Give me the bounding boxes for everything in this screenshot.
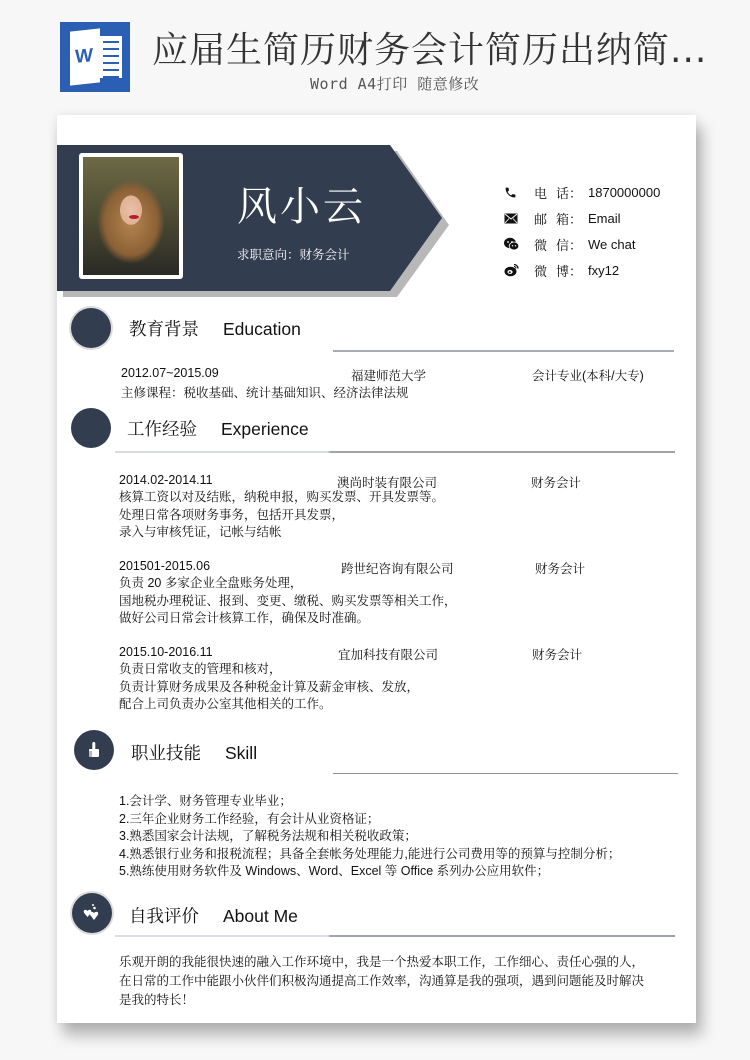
job-2-period: 201501-2015.06: [119, 559, 211, 573]
portrait-photo: [79, 153, 183, 279]
word-icon: W: [60, 22, 130, 92]
section-title: 工作经验 Experience: [127, 419, 309, 439]
divider: [333, 773, 678, 774]
skills-list: [119, 793, 620, 881]
education-major: 会计专业(本科/大专): [532, 369, 644, 383]
job-2-position: 财务会计: [535, 562, 586, 576]
divider: [115, 935, 675, 937]
section-title: 自我评价 About Me: [129, 906, 298, 926]
document-title: 应届生简历财务会计简历出纳简...: [152, 30, 708, 71]
experience-icon: [71, 408, 111, 448]
job-2-description: 负责 20 多家企业全盘账务处理， 国地税办理税证、报到、变更、缴税、购买发票等相关工作， 做好公司日常会计核算工作，确保及时准确。: [119, 576, 457, 625]
section-title: 职业技能 Skill: [131, 743, 258, 763]
skill-item: 1.会计学、财务管理专业毕业；: [119, 794, 292, 808]
contact-list: [504, 179, 694, 283]
job-1-company: 澳尚时装有限公司: [337, 476, 438, 490]
job-2-company: 跨世纪咨询有限公司: [341, 562, 454, 576]
skill-item: 4.熟悉银行业务和报税流程；具备全套帐务处理能力,能进行公司费用等的预算与控制分析；: [119, 846, 621, 861]
section-skills: [71, 730, 681, 774]
weibo-value: fxy12: [588, 262, 620, 278]
job-3-description: 负责日常收支的管理和核对， 负责计算财务成果及各种税金计算及薪金审核、发放， 配合上司负责办公室其他相关的工作。: [119, 662, 420, 711]
wechat-icon: [504, 237, 534, 251]
contact-wechat: 微 信： We chat: [504, 231, 694, 257]
wechat-value: We chat: [588, 236, 636, 252]
phone-icon: [504, 185, 534, 199]
contact-email: 邮 箱： Email: [504, 205, 694, 231]
thumbs-up-icon: [74, 730, 114, 770]
phone-value: 1870000000: [588, 184, 661, 200]
contact-weibo: 微 博： fxy12: [504, 257, 694, 283]
job-3-position: 财务会计: [532, 648, 583, 662]
skill-item: 2.三年企业财务工作经验，有会计从业资格证；: [119, 811, 380, 826]
candidate-name: 风小云: [237, 184, 366, 230]
document-subtitle: Word A4打印 随意修改: [310, 75, 480, 93]
weibo-icon: [504, 263, 534, 277]
education-icon: [71, 308, 111, 348]
hearts-icon: [72, 893, 112, 933]
job-intention: 求职意向：财务会计: [237, 248, 350, 262]
divider: [333, 350, 674, 352]
job-3-company: 宜加科技有限公司: [338, 648, 439, 662]
section-experience: [71, 408, 681, 452]
section-about-me: [71, 893, 681, 937]
education-school: 福建师范大学: [351, 369, 427, 383]
resume-page: [57, 115, 696, 1023]
section-title: 教育背景 Education: [129, 319, 301, 339]
self-evaluation-text: 乐观开朗的我能很快速的融入工作环境中，我是一个热爱本职工作，工作细心、责任心强的人， 在日常的工作中能跟小伙伴们积极沟通提高工作效率，沟通算是我的强项，遇到问题能及时解决 是我的特长！: [119, 955, 645, 1007]
education-courses: 主修课程：税收基础、统计基础知识、经济法律法规: [121, 386, 409, 400]
education-period: 2012.07~2015.09: [121, 366, 219, 380]
job-1-period: 2014.02-2014.11: [119, 473, 213, 487]
skill-item: 5.熟练使用财务软件及 Windows、Word、Excel 等 Office 系列办公应用软件；: [119, 864, 550, 878]
job-1-position: 财务会计: [531, 476, 582, 490]
divider: [115, 451, 675, 453]
header-banner: [57, 145, 447, 291]
section-education: [71, 308, 681, 352]
email-value: Email: [588, 210, 621, 226]
contact-phone: 电 话： 1870000000: [504, 179, 694, 205]
job-3-period: 2015.10-2016.11: [119, 645, 213, 659]
skill-item: 3.熟悉国家会计法规，了解税务法规和相关税收政策；: [119, 829, 417, 843]
top-banner: [0, 0, 750, 112]
job-1-description: 核算工资以对及结账，纳税申报，购买发票、开具发票等。 处理日常各项财务事务，包括开具发票， 录入与审核凭证，记帐与结帐: [119, 490, 445, 539]
mail-icon: [504, 211, 534, 225]
